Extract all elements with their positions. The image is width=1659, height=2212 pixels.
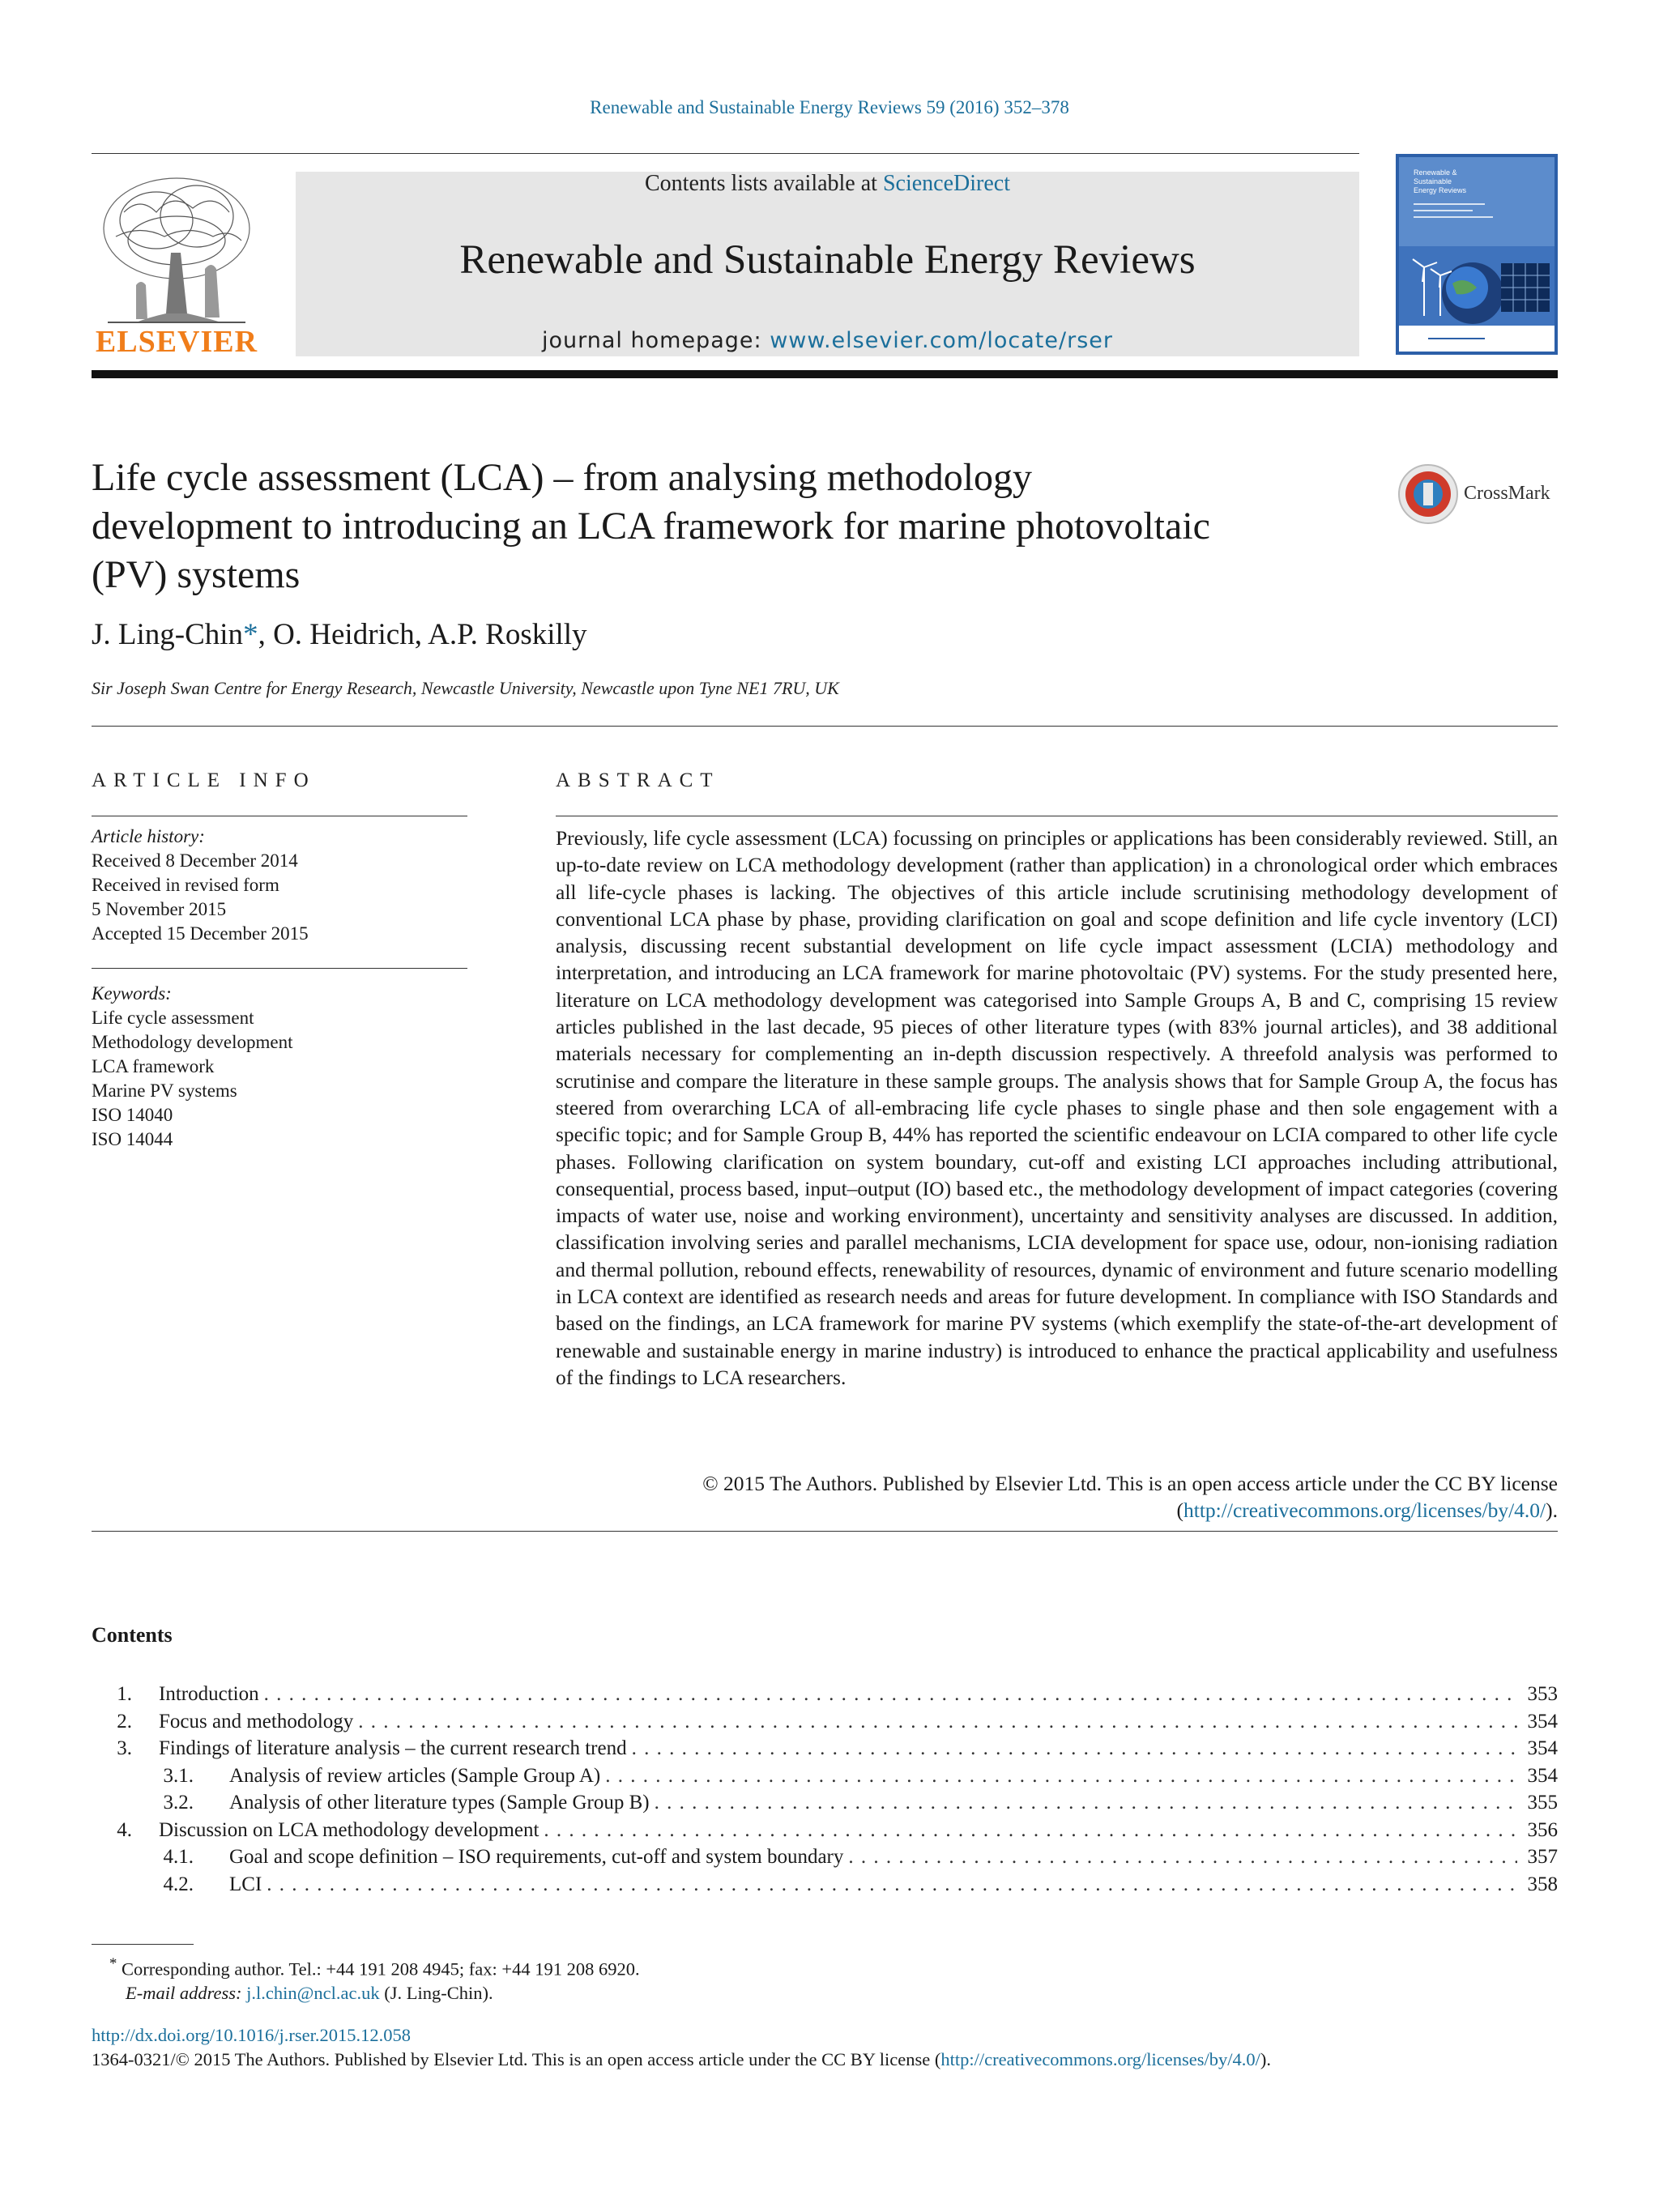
email-suffix: (J. Ling-Chin). bbox=[384, 1982, 493, 2003]
toc-entry-title[interactable]: Analysis of other literature types (Sample Group B) bbox=[229, 1792, 650, 1813]
abstract-bottom-rule bbox=[92, 1531, 1558, 1532]
toc-entry-page: 354 bbox=[1527, 1710, 1558, 1733]
toc-entry-title[interactable]: Introduction bbox=[159, 1683, 259, 1705]
table-of-contents bbox=[92, 1681, 1558, 1898]
toc-leader-dots bbox=[848, 1843, 1517, 1871]
history-item: Received 8 December 2014 bbox=[92, 850, 298, 871]
abstract-copyright bbox=[556, 1470, 1558, 1524]
toc-entry-number: 3.1. bbox=[163, 1764, 194, 1787]
article-history bbox=[92, 825, 472, 946]
cover-title-line-1: Renewable & bbox=[1414, 168, 1457, 177]
history-item: 5 November 2015 bbox=[92, 899, 227, 919]
issn-line bbox=[92, 2048, 1271, 2072]
license-link[interactable]: http://creativecommons.org/licenses/by/4.0/ bbox=[940, 2049, 1260, 2069]
toc-entry[interactable] bbox=[92, 1708, 1558, 1736]
homepage-prefix: journal homepage: bbox=[542, 328, 762, 353]
issn-suffix: ). bbox=[1260, 2049, 1272, 2069]
toc-leader-dots bbox=[544, 1817, 1517, 1844]
corresponding-author-footnote bbox=[92, 1952, 640, 2005]
toc-entry-number: 3.2. bbox=[163, 1792, 194, 1813]
article-title: Life cycle assessment (LCA) – from analysing methodology development to introducing an LCA framework for marine photovoltaic (PV) systems bbox=[92, 456, 1210, 596]
toc-leader-dots bbox=[267, 1871, 1517, 1899]
crossmark-label: CrossMark bbox=[1464, 483, 1550, 504]
toc-leader-dots bbox=[358, 1708, 1517, 1736]
toc-entry[interactable] bbox=[92, 1843, 1558, 1871]
toc-entry-number: 3. bbox=[117, 1737, 132, 1759]
keyword-item: Methodology development bbox=[92, 1032, 293, 1052]
toc-entry[interactable] bbox=[92, 1762, 1558, 1790]
toc-entry-title[interactable]: Goal and scope definition – ISO requirements, cut-off and system boundary bbox=[229, 1846, 844, 1868]
toc-entry-title[interactable]: Findings of literature analysis – the current research trend bbox=[159, 1737, 627, 1759]
cover-title-line-2: Sustainable bbox=[1414, 177, 1452, 185]
toc-entry[interactable] bbox=[92, 1735, 1558, 1762]
toc-entry-number: 4.1. bbox=[163, 1846, 194, 1868]
history-label: Article history: bbox=[92, 826, 205, 846]
toc-entry-number: 2. bbox=[117, 1710, 132, 1733]
toc-entry-page: 355 bbox=[1527, 1792, 1558, 1813]
journal-homepage-line bbox=[296, 328, 1359, 353]
author-list bbox=[92, 617, 587, 652]
doi-link[interactable]: http://dx.doi.org/10.1016/j.rser.2015.12.058 bbox=[92, 2025, 411, 2045]
toc-entry-title[interactable]: Analysis of review articles (Sample Group A) bbox=[229, 1764, 601, 1787]
sciencedirect-link[interactable]: ScienceDirect bbox=[882, 171, 1010, 196]
toc-leader-dots bbox=[655, 1789, 1517, 1817]
corresponding-author-marker[interactable]: * bbox=[243, 618, 258, 651]
toc-entry-number: 1. bbox=[117, 1683, 132, 1705]
history-item: Accepted 15 December 2015 bbox=[92, 923, 309, 944]
toc-entry-title[interactable]: Discussion on LCA methodology development bbox=[159, 1818, 539, 1841]
author-first[interactable]: J. Ling-Chin bbox=[92, 618, 244, 651]
journal-citation[interactable]: Renewable and Sustainable Energy Reviews 59 (2016) 352–378 bbox=[590, 97, 1069, 117]
keywords-rule bbox=[92, 968, 467, 969]
footnote-line-1 bbox=[92, 1952, 640, 1981]
journal-name: Renewable and Sustainable Energy Reviews bbox=[459, 237, 1196, 283]
copyright-license-line: (http://creativecommons.org/licenses/by/4.0/). bbox=[1176, 1498, 1558, 1523]
keywords-block bbox=[92, 982, 472, 1152]
keyword-item: LCA framework bbox=[92, 1056, 215, 1076]
keyword-item: ISO 14044 bbox=[92, 1129, 173, 1149]
toc-entry-page: 358 bbox=[1527, 1873, 1558, 1895]
crossmark-badge[interactable] bbox=[1396, 462, 1558, 526]
contents-available-line bbox=[296, 171, 1359, 197]
toc-entry[interactable] bbox=[92, 1789, 1558, 1817]
elsevier-wordmark: ELSEVIER bbox=[95, 325, 258, 359]
abstract-body: Previously, life cycle assessment (LCA) focussing on principles or applications has been considerably reviewed. Still, an up-to-date review on LCA methodology development (rather than application) in a chronological order which embraces all life-cycle phases is lacking. The objectives of this article include scrutinising methodology development of conventional LCA phase by phase, providing clarification on goal and scope definition and life cycle inventory (LCI) analysis, discussing recent substantial development on life cycle impact assessment (LCIA) methodology and interpretation, and introducing an LCA framework for marine photovoltaic (PV) systems. For the study presented here, literature on LCA methodology development was categorised into Sample Groups A, B and C, comprising 15 review articles published in the last decade, 95 pieces of other literature types (with 83% journal articles), and 38 additional materials necessary for complementing an in-depth discussion respectively. A threefold analysis was performed to scrutinise and compare the literature in these sample groups. The analysis shows that for Sample Group A, the focus has steered from overarching LCA of all-embracing life cycle phases to single phase and then sole engagement with a specific topic; and for Sample Group B, 44% has reported the scientific endeavour on LCIA compared to other life cycle phases. Following clarification on system boundary, cut-off and existing LCI approaches including attributional, consequential, process based, input–output (IO) based etc., the methodology development of impact categories (covering impacts of water use, noise and working environment), uncertainty and sensitivity analyses are discussed. In addition, classification involving series and parallel mechanisms, LCIA development for space use, odour, non-ionising radiation and thermal pollution, rebound effects, renewability of resources, dynamic of environment and future scenario modelling in LCA context are identified as research needs and areas for future development. In compliance with ISO Standards and based on the findings, an LCA framework for marine PV systems (which exemplify the state-of-the-art development of renewable and sustainable energy in marine industry) is introduced to enhance the practical applicability and usefulness of the findings to LCA researchers. bbox=[556, 826, 1558, 1389]
keyword-item: ISO 14040 bbox=[92, 1105, 173, 1125]
toc-entry-page: 357 bbox=[1527, 1846, 1558, 1868]
copyright-line: © 2015 The Authors. Published by Elsevier Ltd. This is an open access article under the CC BY license bbox=[702, 1472, 1558, 1495]
footnote-corresponding: Corresponding author. Tel.: +44 191 208 4945; fax: +44 191 208 6920. bbox=[122, 1958, 640, 1980]
cover-title-line-3: Energy Reviews bbox=[1414, 186, 1467, 194]
footnote-marker: * bbox=[109, 1955, 117, 1972]
toc-entry[interactable] bbox=[92, 1681, 1558, 1708]
toc-leader-dots bbox=[632, 1735, 1517, 1762]
cc-license-link[interactable]: http://creativecommons.org/licenses/by/4.0/ bbox=[1183, 1498, 1546, 1523]
footnote-line-2 bbox=[92, 1981, 640, 2005]
keywords-label: Keywords: bbox=[92, 983, 172, 1004]
toc-leader-dots bbox=[264, 1681, 1517, 1708]
toc-entry-page: 353 bbox=[1527, 1683, 1558, 1705]
toc-entry[interactable] bbox=[92, 1817, 1558, 1844]
toc-entry-number: 4.2. bbox=[163, 1873, 194, 1895]
email-link[interactable]: j.l.chin@ncl.ac.uk bbox=[246, 1982, 380, 2003]
keyword-item: Marine PV systems bbox=[92, 1080, 237, 1101]
toc-entry-title[interactable]: LCI bbox=[229, 1873, 262, 1895]
toc-entry-number: 4. bbox=[117, 1818, 132, 1841]
contents-available-prefix: Contents lists available at bbox=[645, 171, 877, 196]
toc-leader-dots bbox=[605, 1762, 1517, 1790]
affiliation-rule bbox=[92, 726, 1558, 727]
email-label: E-mail address: bbox=[126, 1982, 242, 2003]
toc-entry-page: 356 bbox=[1527, 1818, 1558, 1841]
article-info-heading: ARTICLE INFO bbox=[92, 769, 316, 791]
toc-entry[interactable] bbox=[92, 1871, 1558, 1899]
toc-entry-page: 354 bbox=[1527, 1737, 1558, 1759]
journal-cover-image bbox=[1396, 154, 1558, 355]
issn-text: 1364-0321/© 2015 The Authors. Published by Elsevier Ltd. This is an open access article under the CC BY license ( bbox=[92, 2049, 941, 2069]
history-item: Received in revised form bbox=[92, 875, 279, 895]
doi-block bbox=[92, 2023, 1271, 2072]
crossmark-icon bbox=[1396, 462, 1461, 526]
author-rest[interactable]: , O. Heidrich, A.P. Roskilly bbox=[258, 618, 587, 651]
toc-entry-title[interactable]: Focus and methodology bbox=[159, 1710, 354, 1733]
author-affiliation: Sir Joseph Swan Centre for Energy Research, Newcastle University, Newcastle upon Tyne NE1 7RU, UK bbox=[92, 678, 839, 698]
contents-heading: Contents bbox=[92, 1623, 173, 1647]
footnote-rule bbox=[92, 1944, 194, 1945]
toc-entry-page: 354 bbox=[1527, 1764, 1558, 1787]
keyword-item: Life cycle assessment bbox=[92, 1008, 254, 1028]
header-thick-rule bbox=[92, 370, 1558, 378]
abstract-heading: ABSTRACT bbox=[556, 769, 720, 791]
homepage-link[interactable]: www.elsevier.com/locate/rser bbox=[770, 328, 1113, 353]
header-top-rule bbox=[92, 153, 1359, 154]
